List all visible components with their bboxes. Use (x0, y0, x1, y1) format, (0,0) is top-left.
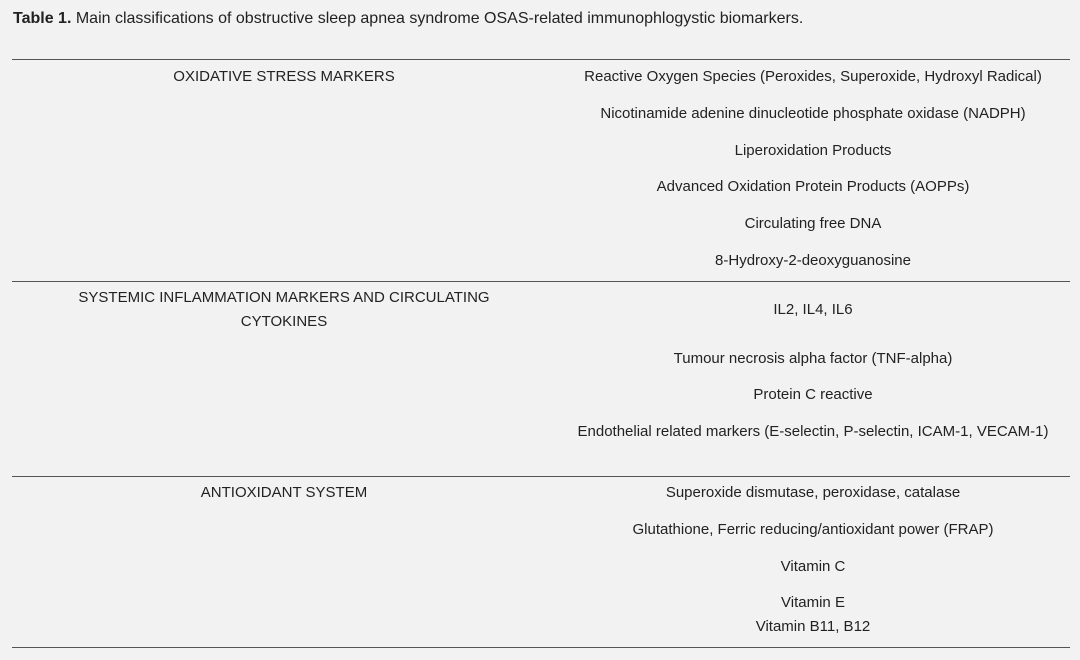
category-systemic-inflammation: SYSTEMIC INFLAMMATION MARKERS AND CIRCULATING CYTOKINES (78, 289, 490, 330)
marker-item: Superoxide dismutase, peroxidase, catalase (665, 484, 961, 501)
marker-item: Vitamin E (781, 594, 845, 611)
marker-item: 8-Hydroxy-2-deoxyguanosine (715, 252, 911, 269)
marker-item: Nicotinamide adenine dinucleotide phosphate oxidase (NADPH) (600, 105, 1026, 122)
marker-item: Reactive Oxygen Species (Peroxides, Superoxide, Hydroxyl Radical) (584, 68, 1042, 85)
marker-item: Vitamin C (780, 558, 846, 575)
marker-item: Liperoxidation Products (734, 142, 892, 159)
marker-item: Glutathione, Ferric reducing/antioxidant power (FRAP) (632, 521, 994, 538)
marker-item: Advanced Oxidation Protein Products (AOPPs) (656, 178, 970, 195)
group-divider (12, 281, 1070, 282)
caption-label: Table 1. (13, 10, 72, 27)
table-caption (13, 9, 803, 29)
table-top-rule (12, 59, 1070, 60)
category-oxidative-stress: OXIDATIVE STRESS MARKERS (173, 68, 395, 85)
marker-item: Tumour necrosis alpha factor (TNF-alpha) (673, 350, 953, 367)
group-divider (12, 476, 1070, 477)
marker-item: IL2, IL4, IL6 (773, 301, 853, 318)
category-antioxidant-system: ANTIOXIDANT SYSTEM (200, 484, 368, 501)
marker-item: Circulating free DNA (744, 215, 882, 232)
marker-item: Endothelial related markers (E-selectin, P-selectin, ICAM-1, VECAM-1) (577, 423, 1049, 440)
caption-text: Main classifications of obstructive sleep apnea syndrome OSAS-related immunophlogystic biomarkers. (71, 10, 804, 27)
marker-item: Vitamin B11, B12 (755, 618, 871, 635)
marker-item: Protein C reactive (753, 386, 873, 403)
table-bottom-rule (12, 647, 1070, 648)
